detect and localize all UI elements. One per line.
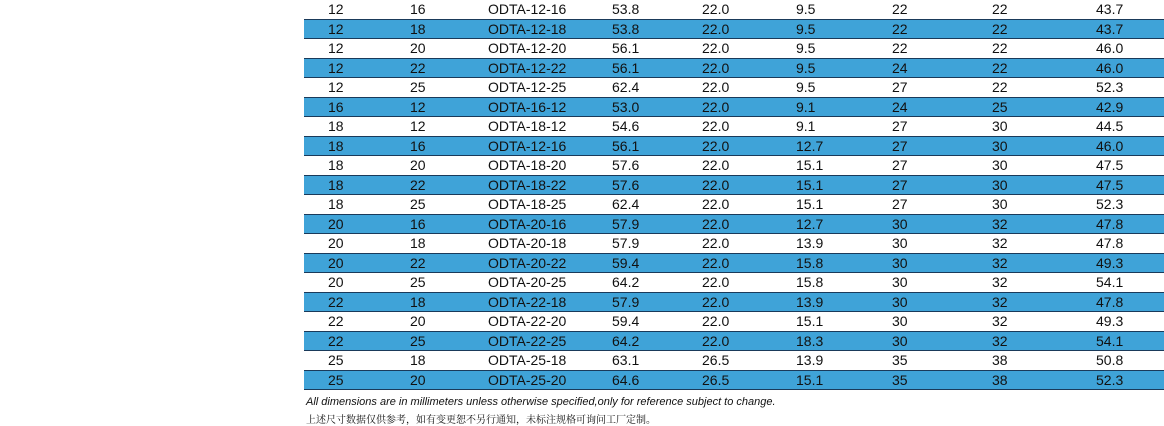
table-row [304, 97, 1164, 117]
table-cell: 18 [328, 137, 344, 154]
table-cell: 30 [892, 215, 908, 232]
table-row [304, 214, 1164, 234]
table-row [304, 253, 1164, 273]
table-cell: 30 [892, 313, 908, 330]
table-cell: 13.9 [796, 235, 824, 252]
table-cell: 49.3 [1096, 254, 1124, 271]
table-cell: 18 [328, 118, 344, 135]
table-cell: 50.8 [1096, 352, 1124, 369]
table-row [304, 136, 1164, 156]
table-cell: 27 [892, 79, 908, 96]
table-cell: ODTA-20-16 [488, 215, 567, 232]
table-cell: 9.1 [796, 98, 816, 115]
table-cell: 22 [992, 59, 1008, 76]
table-cell: 25 [328, 371, 344, 388]
table-cell: 30 [992, 196, 1008, 213]
table-cell: 62.4 [612, 79, 640, 96]
dimension-note-chinese: 上述尺寸数据仅供参考，如有变更恕不另行通知，未标注规格可询问工厂定制。 [306, 415, 656, 426]
table-cell: 57.9 [612, 293, 640, 310]
table-cell: 12 [410, 98, 426, 115]
table-cell: 32 [992, 313, 1008, 330]
table-row [304, 292, 1164, 312]
table-cell: 27 [892, 118, 908, 135]
table-cell: 22.0 [702, 293, 730, 310]
table-cell: ODTA-12-22 [488, 59, 567, 76]
table-cell: 22 [992, 20, 1008, 37]
table-cell: 22.0 [702, 40, 730, 57]
table-row [304, 39, 1164, 59]
table-cell: 22 [328, 313, 344, 330]
table-cell: 9.5 [796, 59, 816, 76]
table-cell: 27 [892, 137, 908, 154]
table-cell: 22.0 [702, 274, 730, 291]
table-cell: 18.3 [796, 332, 824, 349]
table-cell: 18 [328, 157, 344, 174]
table-cell: 15.1 [796, 157, 824, 174]
table-cell: ODTA-12-16 [488, 1, 567, 18]
table-cell: 25 [992, 98, 1008, 115]
table-cell: 47.5 [1096, 157, 1124, 174]
table-cell: 20 [410, 371, 426, 388]
table-cell: 22 [328, 293, 344, 310]
spec-table-body [304, 0, 1164, 390]
table-cell: 22 [992, 40, 1008, 57]
table-cell: 22.0 [702, 20, 730, 37]
table-cell: 32 [992, 274, 1008, 291]
table-cell: 18 [410, 352, 426, 369]
table-row [304, 195, 1164, 215]
table-cell: 12 [328, 20, 344, 37]
spec-table [304, 0, 1164, 390]
table-cell: 64.2 [612, 332, 640, 349]
table-cell: ODTA-16-12 [488, 98, 567, 115]
table-cell: 12 [410, 118, 426, 135]
table-cell: 54.1 [1096, 332, 1124, 349]
table-cell: 64.2 [612, 274, 640, 291]
table-cell: 20 [410, 157, 426, 174]
table-cell: 15.1 [796, 313, 824, 330]
table-cell: 22.0 [702, 215, 730, 232]
table-cell: 30 [892, 274, 908, 291]
table-cell: 22 [992, 1, 1008, 18]
table-cell: 25 [410, 332, 426, 349]
table-cell: ODTA-20-22 [488, 254, 567, 271]
table-cell: 47.8 [1096, 293, 1124, 310]
table-cell: 9.5 [796, 20, 816, 37]
table-cell: ODTA-18-20 [488, 157, 567, 174]
table-cell: ODTA-22-25 [488, 332, 567, 349]
table-cell: 32 [992, 235, 1008, 252]
table-cell: 57.6 [612, 157, 640, 174]
table-cell: 12 [328, 40, 344, 57]
table-cell: 22.0 [702, 235, 730, 252]
table-cell: 53.8 [612, 1, 640, 18]
table-cell: 20 [328, 274, 344, 291]
table-cell: 44.5 [1096, 118, 1124, 135]
table-cell: 22 [892, 20, 908, 37]
table-cell: 56.1 [612, 59, 640, 76]
table-cell: 26.5 [702, 352, 730, 369]
table-cell: 32 [992, 293, 1008, 310]
table-row [304, 351, 1164, 371]
table-cell: 38 [992, 371, 1008, 388]
table-cell: 52.3 [1096, 371, 1124, 388]
table-cell: ODTA-25-18 [488, 352, 567, 369]
table-cell: 52.3 [1096, 79, 1124, 96]
table-cell: 25 [410, 196, 426, 213]
table-row [304, 273, 1164, 293]
table-cell: 59.4 [612, 254, 640, 271]
table-cell: ODTA-18-22 [488, 176, 567, 193]
table-cell: 22 [892, 40, 908, 57]
table-row [304, 0, 1164, 19]
table-cell: ODTA-22-20 [488, 313, 567, 330]
table-row [304, 117, 1164, 137]
table-cell: 22.0 [702, 1, 730, 18]
table-cell: ODTA-12-16 [488, 137, 567, 154]
table-cell: 18 [410, 235, 426, 252]
table-row [304, 156, 1164, 176]
table-cell: 15.8 [796, 254, 824, 271]
table-cell: 20 [328, 235, 344, 252]
table-cell: 46.0 [1096, 59, 1124, 76]
table-cell: 30 [992, 118, 1008, 135]
table-row [304, 370, 1164, 390]
table-cell: 30 [892, 235, 908, 252]
table-cell: 22.0 [702, 137, 730, 154]
table-cell: ODTA-12-18 [488, 20, 567, 37]
table-cell: 35 [892, 371, 908, 388]
table-cell: 49.3 [1096, 313, 1124, 330]
table-row [304, 78, 1164, 98]
table-cell: 15.1 [796, 196, 824, 213]
table-cell: 20 [328, 215, 344, 232]
table-cell: 27 [892, 196, 908, 213]
table-cell: 32 [992, 254, 1008, 271]
table-cell: 54.6 [612, 118, 640, 135]
table-cell: 24 [892, 98, 908, 115]
table-cell: 22.0 [702, 157, 730, 174]
table-cell: 20 [410, 313, 426, 330]
table-cell: 16 [410, 137, 426, 154]
table-cell: 12.7 [796, 137, 824, 154]
table-cell: 12.7 [796, 215, 824, 232]
table-cell: 32 [992, 332, 1008, 349]
table-cell: 22.0 [702, 176, 730, 193]
table-cell: 53.8 [612, 20, 640, 37]
table-cell: 24 [892, 59, 908, 76]
table-cell: 13.9 [796, 293, 824, 310]
table-cell: 18 [328, 196, 344, 213]
dimension-note-english: All dimensions are in millimeters unless otherwise specified,only for reference subject to change. [306, 396, 776, 408]
table-cell: 15.1 [796, 176, 824, 193]
table-cell: 56.1 [612, 40, 640, 57]
table-cell: 18 [328, 176, 344, 193]
table-cell: 12 [328, 79, 344, 96]
table-cell: 20 [328, 254, 344, 271]
table-cell: 47.5 [1096, 176, 1124, 193]
table-cell: 27 [892, 157, 908, 174]
table-cell: 25 [410, 79, 426, 96]
table-cell: 22 [992, 79, 1008, 96]
table-row [304, 58, 1164, 78]
table-cell: 12 [328, 59, 344, 76]
table-cell: 12 [328, 1, 344, 18]
table-cell: 22.0 [702, 118, 730, 135]
table-cell: 27 [892, 176, 908, 193]
table-cell: 43.7 [1096, 1, 1124, 18]
table-row [304, 175, 1164, 195]
table-cell: 30 [992, 157, 1008, 174]
table-cell: 42.9 [1096, 98, 1124, 115]
table-cell: 47.8 [1096, 235, 1124, 252]
table-cell: 35 [892, 352, 908, 369]
table-cell: 46.0 [1096, 137, 1124, 154]
table-cell: 52.3 [1096, 196, 1124, 213]
table-cell: 30 [892, 332, 908, 349]
table-cell: 22 [328, 332, 344, 349]
table-cell: 15.1 [796, 371, 824, 388]
table-cell: 46.0 [1096, 40, 1124, 57]
table-cell: 22.0 [702, 79, 730, 96]
table-cell: ODTA-12-25 [488, 79, 567, 96]
table-cell: 63.1 [612, 352, 640, 369]
table-cell: 9.5 [796, 1, 816, 18]
table-cell: 16 [410, 1, 426, 18]
table-cell: 22 [410, 59, 426, 76]
table-row [304, 19, 1164, 39]
table-cell: ODTA-18-25 [488, 196, 567, 213]
table-cell: 18 [410, 293, 426, 310]
table-cell: 57.6 [612, 176, 640, 193]
table-cell: 47.8 [1096, 215, 1124, 232]
table-row [304, 234, 1164, 254]
table-cell: 30 [992, 137, 1008, 154]
table-cell: 16 [410, 215, 426, 232]
table-cell: 56.1 [612, 137, 640, 154]
table-cell: 30 [992, 176, 1008, 193]
table-cell: 9.5 [796, 79, 816, 96]
table-cell: 22 [892, 1, 908, 18]
table-cell: 20 [410, 40, 426, 57]
table-cell: 54.1 [1096, 274, 1124, 291]
table-cell: 57.9 [612, 215, 640, 232]
table-cell: 22 [410, 176, 426, 193]
table-cell: 22.0 [702, 196, 730, 213]
table-row [304, 331, 1164, 351]
table-cell: ODTA-20-25 [488, 274, 567, 291]
table-cell: ODTA-25-20 [488, 371, 567, 388]
table-cell: 30 [892, 293, 908, 310]
table-cell: 22.0 [702, 254, 730, 271]
table-row [304, 312, 1164, 332]
table-cell: 9.1 [796, 118, 816, 135]
table-cell: 22.0 [702, 59, 730, 76]
table-cell: 22.0 [702, 98, 730, 115]
table-cell: 25 [328, 352, 344, 369]
table-cell: ODTA-12-20 [488, 40, 567, 57]
table-cell: 53.0 [612, 98, 640, 115]
table-cell: 62.4 [612, 196, 640, 213]
table-cell: 64.6 [612, 371, 640, 388]
table-cell: 43.7 [1096, 20, 1124, 37]
table-cell: 15.8 [796, 274, 824, 291]
table-cell: ODTA-22-18 [488, 293, 567, 310]
table-cell: ODTA-18-12 [488, 118, 567, 135]
table-cell: ODTA-20-18 [488, 235, 567, 252]
table-cell: 22.0 [702, 332, 730, 349]
table-cell: 22.0 [702, 313, 730, 330]
table-cell: 13.9 [796, 352, 824, 369]
table-cell: 25 [410, 274, 426, 291]
table-cell: 59.4 [612, 313, 640, 330]
table-cell: 38 [992, 352, 1008, 369]
table-cell: 18 [410, 20, 426, 37]
table-cell: 26.5 [702, 371, 730, 388]
table-cell: 57.9 [612, 235, 640, 252]
table-cell: 9.5 [796, 40, 816, 57]
table-cell: 32 [992, 215, 1008, 232]
table-cell: 22 [410, 254, 426, 271]
table-cell: 30 [892, 254, 908, 271]
table-cell: 16 [328, 98, 344, 115]
